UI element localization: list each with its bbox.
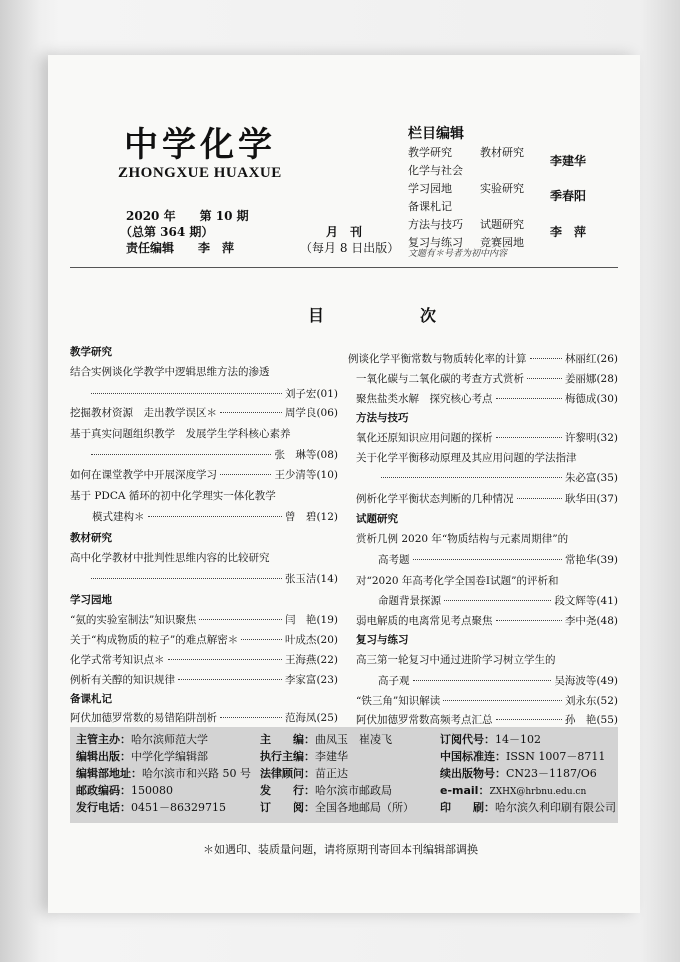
postcode-line: 邮政编码：150080	[76, 784, 173, 797]
toc-entry: 挖掘教材资源 走出教学误区＊ 周学良 (06)	[70, 407, 338, 419]
column-row: 备课札记	[408, 200, 452, 213]
total-issue: （总第 364 期）	[120, 225, 214, 239]
journal-page	[48, 55, 640, 913]
toc-entry: 一氧化碳与二氧化碳的考查方式赏析 姜丽娜 (28)	[356, 373, 618, 385]
chief-editor: 责任编辑 李 萍	[126, 241, 235, 255]
section-heading: 备课札记	[70, 693, 112, 705]
toc-entry: 张玉洁 (14)	[88, 571, 338, 586]
toc-entry: 刘子宏 (01)	[88, 386, 338, 401]
frequency: 月 刊	[326, 225, 363, 239]
toc-entry: 命题背景探源 段文辉等 (41)	[378, 595, 618, 607]
publication-info-box	[70, 727, 618, 823]
email-line: e-mail：ZXHX@hrbnu.edu.cn	[440, 784, 587, 797]
subscription-line: 订 阅：全国各地邮局（所）	[260, 801, 414, 814]
legal-advisor-line: 法律顾问：苗正达	[260, 767, 348, 780]
toc-entry: 模式建构＊ 曾 碧 (12)	[92, 511, 338, 523]
toc-entry: 高考题 常艳华 (39)	[378, 554, 618, 566]
year-issue: 2020 年 第 10 期	[126, 209, 249, 223]
toc-entry: 例析有关醇的知识规律 李家富 (23)	[70, 674, 338, 686]
section-heading: 教材研究	[70, 532, 112, 544]
toc-entry-title: 对“2020 年高考化学全国卷Ⅰ试题”的评析和	[356, 575, 559, 587]
column-row: 化学与社会	[408, 164, 463, 177]
toc-entry-title: 基于真实问题组织教学 发展学生学科核心素养	[70, 428, 291, 440]
section-heading: 学习园地	[70, 594, 112, 606]
column-editor-2: 季春阳	[550, 189, 587, 203]
toc-entry: 张 琳等 (08)	[88, 447, 338, 462]
toc-entry: 高子观 吴海波等 (49)	[378, 675, 618, 687]
toc-entry: 朱必富 (35)	[378, 470, 618, 485]
publisher-line: 编辑出版：中学化学编辑部	[76, 750, 208, 763]
toc-entry-title: 高三第一轮复习中通过进阶学习树立学生的	[356, 654, 556, 666]
junior-note: 文题有＊号者为初中内容	[408, 249, 508, 259]
address-line: 编辑部地址：哈尔滨市和兴路 50 号	[76, 767, 251, 780]
toc-entry: “氨的实验室制法”知识聚焦 闫 艳 (19)	[70, 614, 338, 626]
subscription-code-line: 订阅代号：14－102	[440, 733, 541, 746]
printer-line: 印 刷：哈尔滨久利印刷有限公司	[440, 801, 616, 814]
toc-entry-title: 赏析几例 2020 年“物质结构与元素周期律”的	[356, 533, 569, 545]
quality-notice: ＊如遇印、装质量问题，请将原期刊寄回本刊编辑部调换	[203, 843, 478, 856]
toc-entry-title: 关于化学平衡移动原理及其应用问题的学法指津	[356, 452, 577, 464]
header-divider	[70, 267, 618, 268]
toc-entry: 阿伏加德罗常数的易错陷阱剖析 范海凤 (25)	[70, 712, 338, 724]
executive-editor-line: 执行主编：李建华	[260, 750, 348, 763]
column-row: 复习与练习 竞赛园地	[408, 236, 524, 249]
sponsor-line: 主管主办：哈尔滨师范大学	[76, 733, 208, 746]
section-heading: 方法与技巧	[356, 412, 409, 424]
toc-entry-title: 结合实例谈化学教学中逻辑思维方法的渗透	[70, 366, 270, 378]
toc-entry: 弱电解质的电离常见考点聚焦 李中尧 (48)	[356, 615, 618, 627]
toc-entry: 关于“构成物质的粒子”的难点解密＊ 叶成杰 (20)	[70, 634, 338, 646]
toc-title: 目 次	[308, 306, 477, 325]
toc-entry-title: 高中化学教材中批判性思维内容的比较研究	[70, 552, 270, 564]
column-row: 教学研究 教材研究	[408, 146, 524, 159]
toc-entry: “铁三角”知识解读 刘永东 (52)	[356, 695, 618, 707]
toc-entry: 阿伏加德罗常数高频考点汇总 孙 艳 (55)	[356, 714, 618, 726]
column-row: 方法与技巧 试题研究	[408, 218, 524, 231]
column-editor-3: 李 萍	[550, 225, 587, 239]
toc-entry: 如何在课堂教学中开展深度学习 王少清等 (10)	[70, 469, 338, 481]
journal-title-cn: 中学化学	[124, 125, 276, 165]
column-editor-1: 李建华	[550, 154, 587, 168]
toc-entry-title: 基于 PDCA 循环的初中化学理实一体化教学	[70, 490, 276, 502]
publish-day: （每月 8 日出版）	[300, 241, 400, 255]
section-heading: 试题研究	[356, 513, 398, 525]
column-row: 学习园地 实验研究	[408, 182, 524, 195]
cn-line: 续出版物号：CN23－1187/O6	[440, 767, 597, 780]
column-list	[408, 143, 618, 251]
toc-entry: 氧化还原知识应用问题的探析 许黎明 (32)	[356, 432, 618, 444]
toc-entry: 例谈化学平衡常数与物质转化率的计算 林丽红 (26)	[348, 353, 618, 365]
toc-entry: 聚焦盐类水解 探究核心考点 梅德成 (30)	[356, 393, 618, 405]
journal-title-en: ZHONGXUE HUAXUE	[118, 165, 282, 181]
section-heading: 复习与练习	[356, 634, 409, 646]
phone-line: 发行电话：0451－86329715	[76, 801, 226, 814]
column-editors-heading: 栏目编辑	[408, 126, 464, 142]
toc-entry: 例析化学平衡状态判断的几种情况 耿华田 (37)	[356, 493, 618, 505]
section-heading: 教学研究	[70, 346, 112, 358]
editor-in-chief-line: 主 编：曲凤玉 崔凌飞	[260, 733, 392, 746]
distribution-line: 发 行：哈尔滨市邮政局	[260, 784, 392, 797]
issn-line: 中国标准连：ISSN 1007－8711	[440, 750, 606, 763]
toc-entry: 化学式常考知识点＊ 王海燕 (22)	[70, 654, 338, 666]
